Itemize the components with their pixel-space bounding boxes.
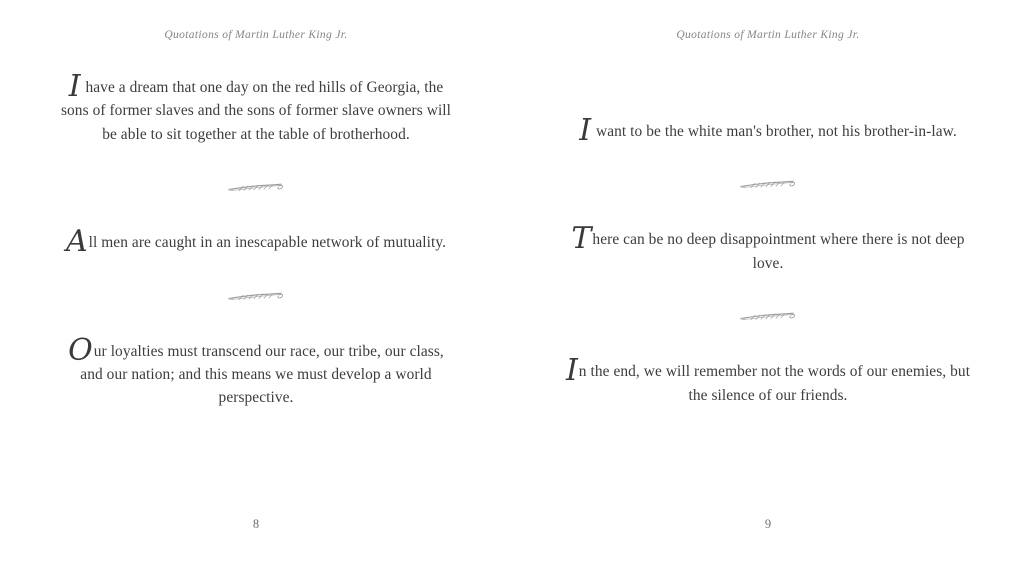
ornament-divider bbox=[564, 309, 972, 324]
quote-text: want to be the white man's brother, not his brother-in-law. bbox=[592, 123, 957, 140]
ornament-divider bbox=[58, 289, 454, 304]
page-right-text-column bbox=[512, 0, 1024, 576]
dropcap-letter: T bbox=[571, 221, 591, 257]
dropcap-letter: I bbox=[579, 113, 591, 148]
quote-text: n the end, we will remember not the words of our enemies, but the silence of our friends. bbox=[578, 363, 971, 404]
dropcap-letter: A bbox=[65, 224, 88, 260]
running-head-left: Quotations of Martin Luther King Jr. bbox=[164, 29, 348, 41]
calligraphic-flourish-icon bbox=[739, 309, 797, 324]
ornament-divider bbox=[58, 180, 454, 195]
calligraphic-flourish-icon bbox=[227, 180, 285, 195]
calligraphic-flourish-icon bbox=[227, 289, 285, 304]
page-number-right: 9 bbox=[764, 517, 772, 531]
dropcap-letter: I bbox=[565, 353, 578, 389]
quote-block bbox=[564, 221, 972, 275]
page-number-left: 8 bbox=[252, 517, 260, 531]
ornament-divider bbox=[564, 177, 972, 192]
quote-block bbox=[58, 69, 454, 146]
page-right bbox=[512, 0, 1024, 576]
quote-text: ur loyalties must transcend our race, our tribe, our class, and our nation; and this means we must develop a world perspective. bbox=[80, 342, 444, 407]
quote-block bbox=[564, 113, 972, 148]
quote-block bbox=[58, 224, 454, 260]
dropcap-letter: I bbox=[68, 69, 81, 104]
dropcap-letter: O bbox=[68, 332, 93, 368]
quote-block bbox=[564, 353, 972, 407]
running-head-right: Quotations of Martin Luther King Jr. bbox=[676, 29, 860, 41]
quote-text: here can be no deep disappointment where there is not deep love. bbox=[592, 231, 965, 272]
calligraphic-flourish-icon bbox=[739, 177, 797, 192]
quote-text: have a dream that one day on the red hills of Georgia, the sons of former slaves and the sons of former slave owners will be able to sit together at the table of brotherhood. bbox=[60, 79, 452, 143]
quote-block bbox=[58, 332, 454, 410]
quote-text: ll men are caught in an inescapable network of mutuality. bbox=[88, 234, 447, 252]
